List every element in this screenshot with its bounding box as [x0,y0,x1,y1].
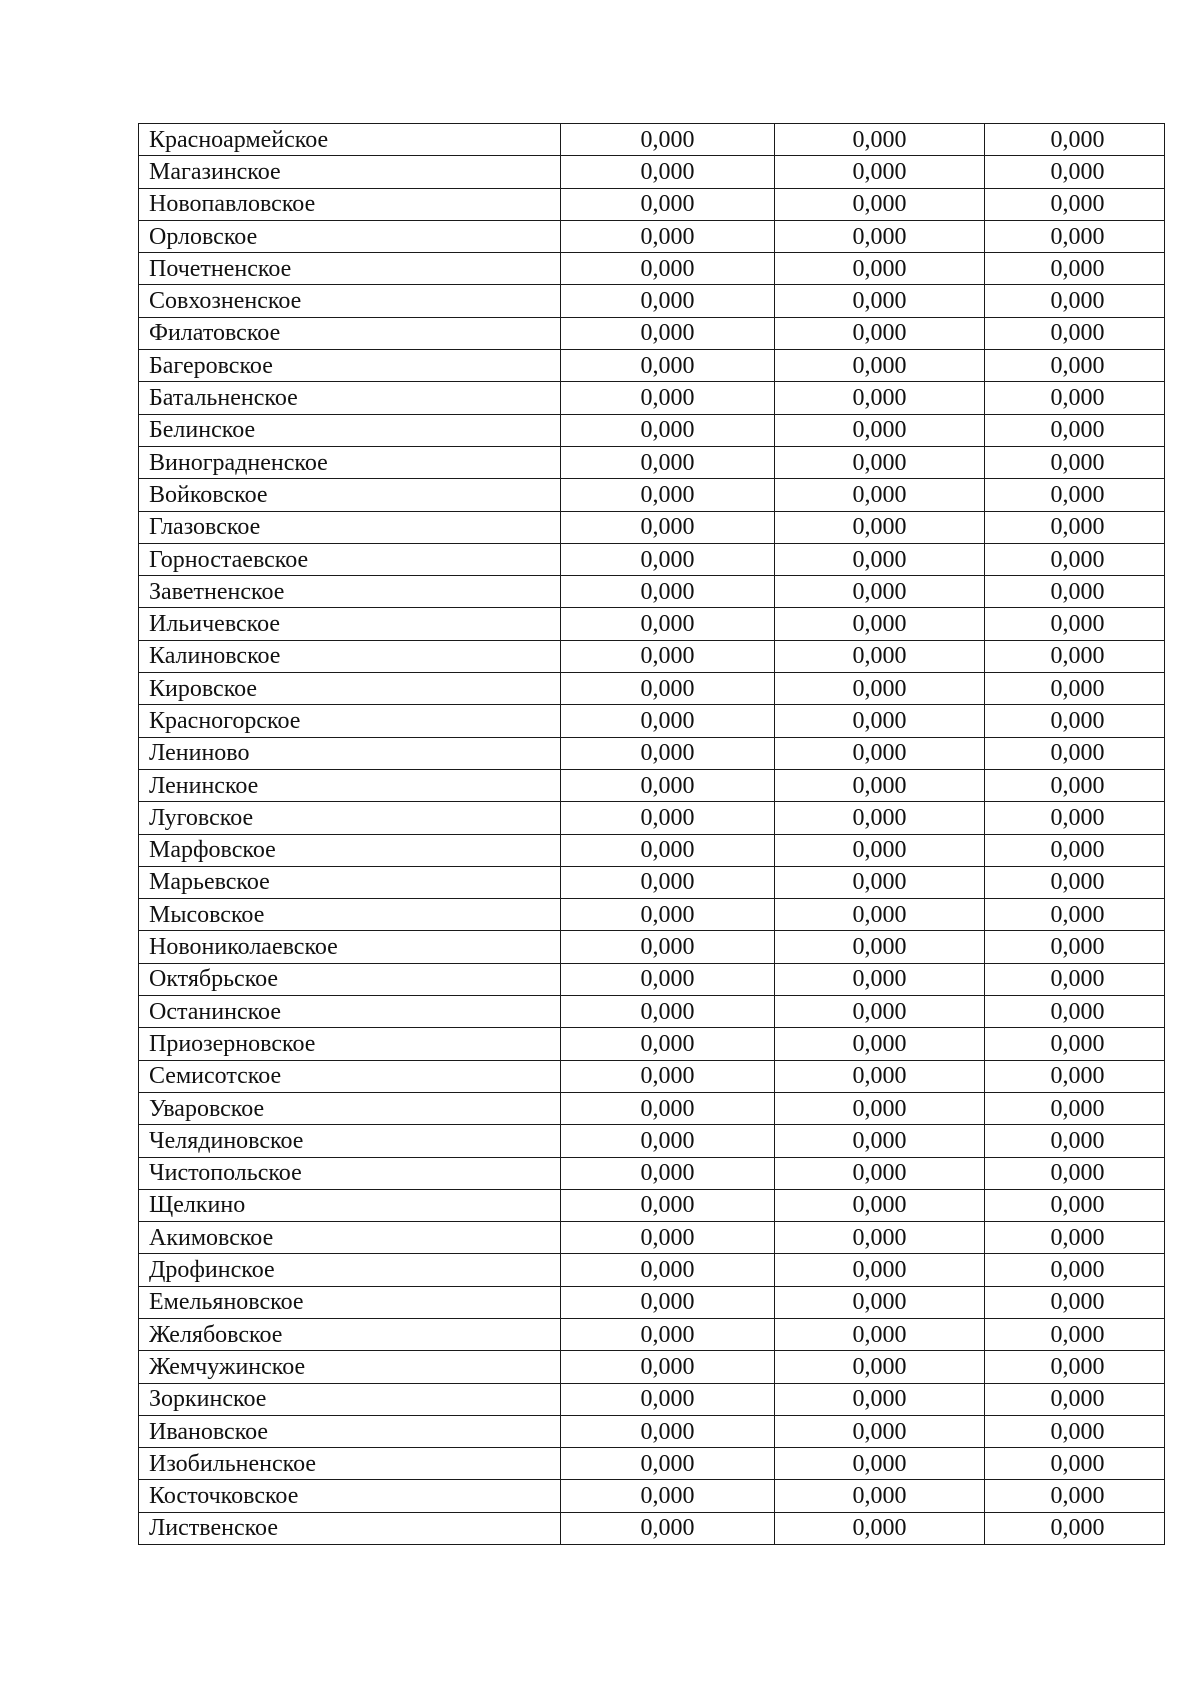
settlement-name-cell: Уваровское [139,1092,561,1124]
settlement-name-cell: Глазовское [139,511,561,543]
table-row [139,414,1165,446]
settlement-name-cell: Мысовское [139,899,561,931]
value-cell-2: 0,000 [775,1383,985,1415]
settlement-name-cell: Кировское [139,673,561,705]
value-cell-3: 0,000 [985,1222,1165,1254]
value-cell-1: 0,000 [561,866,775,898]
table-row [139,156,1165,188]
value-cell-3: 0,000 [985,543,1165,575]
value-cell-3: 0,000 [985,640,1165,672]
value-cell-1: 0,000 [561,608,775,640]
value-cell-2: 0,000 [775,1318,985,1350]
value-cell-3: 0,000 [985,414,1165,446]
settlement-name-cell: Марьевское [139,866,561,898]
settlement-name-cell: Красногорское [139,705,561,737]
value-cell-3: 0,000 [985,220,1165,252]
table-row [139,188,1165,220]
value-cell-3: 0,000 [985,1383,1165,1415]
table-row [139,576,1165,608]
settlement-name-cell: Почетненское [139,253,561,285]
table-row [139,769,1165,801]
value-cell-2: 0,000 [775,996,985,1028]
value-cell-2: 0,000 [775,220,985,252]
value-cell-3: 0,000 [985,996,1165,1028]
value-cell-3: 0,000 [985,1028,1165,1060]
value-cell-1: 0,000 [561,156,775,188]
table-row [139,285,1165,317]
settlement-name-cell: Октябрьское [139,963,561,995]
value-cell-1: 0,000 [561,576,775,608]
value-cell-1: 0,000 [561,737,775,769]
table-row [139,511,1165,543]
table-row [139,382,1165,414]
value-cell-3: 0,000 [985,1512,1165,1544]
value-cell-3: 0,000 [985,285,1165,317]
value-cell-1: 0,000 [561,931,775,963]
value-cell-2: 0,000 [775,285,985,317]
table-row [139,1189,1165,1221]
table-row [139,640,1165,672]
settlement-name-cell: Щелкино [139,1189,561,1221]
settlement-name-cell: Магазинское [139,156,561,188]
value-cell-3: 0,000 [985,673,1165,705]
value-cell-1: 0,000 [561,543,775,575]
value-cell-2: 0,000 [775,705,985,737]
value-cell-2: 0,000 [775,1448,985,1480]
settlement-name-cell: Дрофинское [139,1254,561,1286]
value-cell-1: 0,000 [561,1512,775,1544]
table-row [139,737,1165,769]
value-cell-3: 0,000 [985,1125,1165,1157]
value-cell-3: 0,000 [985,317,1165,349]
value-cell-3: 0,000 [985,802,1165,834]
value-cell-1: 0,000 [561,1415,775,1447]
value-cell-3: 0,000 [985,188,1165,220]
value-cell-1: 0,000 [561,1222,775,1254]
value-cell-3: 0,000 [985,446,1165,478]
table-row [139,1060,1165,1092]
settlement-name-cell: Батальненское [139,382,561,414]
value-cell-1: 0,000 [561,253,775,285]
value-cell-1: 0,000 [561,1092,775,1124]
settlement-name-cell: Совхозненское [139,285,561,317]
value-cell-2: 0,000 [775,963,985,995]
value-cell-2: 0,000 [775,1351,985,1383]
value-cell-2: 0,000 [775,1028,985,1060]
value-cell-2: 0,000 [775,511,985,543]
value-cell-3: 0,000 [985,866,1165,898]
value-cell-3: 0,000 [985,479,1165,511]
table-row [139,253,1165,285]
table-row [139,1222,1165,1254]
value-cell-3: 0,000 [985,963,1165,995]
value-cell-1: 0,000 [561,673,775,705]
table-row [139,1351,1165,1383]
value-cell-3: 0,000 [985,1286,1165,1318]
value-cell-1: 0,000 [561,705,775,737]
value-cell-1: 0,000 [561,802,775,834]
table-row [139,1415,1165,1447]
value-cell-2: 0,000 [775,124,985,156]
value-cell-2: 0,000 [775,1222,985,1254]
value-cell-3: 0,000 [985,350,1165,382]
value-cell-3: 0,000 [985,1060,1165,1092]
value-cell-2: 0,000 [775,737,985,769]
value-cell-1: 0,000 [561,769,775,801]
value-cell-2: 0,000 [775,834,985,866]
settlement-name-cell: Ленинское [139,769,561,801]
value-cell-1: 0,000 [561,640,775,672]
value-cell-1: 0,000 [561,1286,775,1318]
settlement-name-cell: Войковское [139,479,561,511]
value-cell-2: 0,000 [775,1286,985,1318]
value-cell-1: 0,000 [561,834,775,866]
value-cell-1: 0,000 [561,1351,775,1383]
settlement-name-cell: Горностаевское [139,543,561,575]
settlement-name-cell: Ильичевское [139,608,561,640]
settlement-name-cell: Косточковское [139,1480,561,1512]
value-cell-1: 0,000 [561,1383,775,1415]
value-cell-1: 0,000 [561,1480,775,1512]
value-cell-2: 0,000 [775,1415,985,1447]
value-cell-1: 0,000 [561,1125,775,1157]
value-cell-2: 0,000 [775,866,985,898]
value-cell-2: 0,000 [775,1189,985,1221]
settlement-name-cell: Луговское [139,802,561,834]
value-cell-2: 0,000 [775,1060,985,1092]
value-cell-2: 0,000 [775,1480,985,1512]
settlement-name-cell: Зоркинское [139,1383,561,1415]
value-cell-3: 0,000 [985,1480,1165,1512]
value-cell-3: 0,000 [985,253,1165,285]
value-cell-1: 0,000 [561,1157,775,1189]
value-cell-3: 0,000 [985,1254,1165,1286]
value-cell-1: 0,000 [561,996,775,1028]
settlement-name-cell: Емельяновское [139,1286,561,1318]
settlement-name-cell: Красноармейское [139,124,561,156]
value-cell-1: 0,000 [561,963,775,995]
table-row [139,446,1165,478]
settlement-name-cell: Орловское [139,220,561,252]
value-cell-1: 0,000 [561,188,775,220]
value-cell-2: 0,000 [775,479,985,511]
table-row [139,124,1165,156]
value-cell-2: 0,000 [775,156,985,188]
value-cell-1: 0,000 [561,414,775,446]
value-cell-1: 0,000 [561,479,775,511]
settlement-name-cell: Калиновское [139,640,561,672]
table-row [139,963,1165,995]
value-cell-3: 0,000 [985,1448,1165,1480]
table-row [139,1254,1165,1286]
value-cell-1: 0,000 [561,899,775,931]
value-cell-2: 0,000 [775,543,985,575]
value-cell-3: 0,000 [985,382,1165,414]
settlement-name-cell: Семисотское [139,1060,561,1092]
value-cell-3: 0,000 [985,899,1165,931]
value-cell-1: 0,000 [561,1318,775,1350]
settlement-name-cell: Заветненское [139,576,561,608]
value-cell-1: 0,000 [561,220,775,252]
table-row [139,1383,1165,1415]
table-row [139,673,1165,705]
value-cell-3: 0,000 [985,124,1165,156]
settlement-name-cell: Лиственское [139,1512,561,1544]
settlement-name-cell: Приозерновское [139,1028,561,1060]
settlements-table [138,123,1165,1545]
table-row [139,1448,1165,1480]
table-row [139,705,1165,737]
value-cell-3: 0,000 [985,1092,1165,1124]
value-cell-2: 0,000 [775,414,985,446]
table-row [139,802,1165,834]
value-cell-3: 0,000 [985,931,1165,963]
table-row [139,479,1165,511]
table-row [139,899,1165,931]
settlement-name-cell: Новониколаевское [139,931,561,963]
value-cell-2: 0,000 [775,1512,985,1544]
settlement-name-cell: Новопавловское [139,188,561,220]
value-cell-1: 0,000 [561,124,775,156]
table-row [139,834,1165,866]
settlement-name-cell: Чистопольское [139,1157,561,1189]
value-cell-2: 0,000 [775,608,985,640]
value-cell-2: 0,000 [775,1254,985,1286]
value-cell-3: 0,000 [985,1318,1165,1350]
value-cell-1: 0,000 [561,1028,775,1060]
value-cell-3: 0,000 [985,156,1165,188]
settlement-name-cell: Виноградненское [139,446,561,478]
table-row [139,317,1165,349]
table-row [139,543,1165,575]
settlement-name-cell: Останинское [139,996,561,1028]
table-row [139,996,1165,1028]
table-body [139,124,1165,1545]
value-cell-2: 0,000 [775,446,985,478]
table-row [139,220,1165,252]
value-cell-2: 0,000 [775,673,985,705]
settlement-name-cell: Белинское [139,414,561,446]
value-cell-2: 0,000 [775,640,985,672]
settlement-name-cell: Изобильненское [139,1448,561,1480]
settlement-name-cell: Желябовское [139,1318,561,1350]
value-cell-2: 0,000 [775,931,985,963]
value-cell-2: 0,000 [775,317,985,349]
value-cell-1: 0,000 [561,1060,775,1092]
value-cell-1: 0,000 [561,382,775,414]
value-cell-3: 0,000 [985,769,1165,801]
table-row [139,1512,1165,1544]
settlement-name-cell: Ивановское [139,1415,561,1447]
value-cell-1: 0,000 [561,1189,775,1221]
value-cell-3: 0,000 [985,1189,1165,1221]
value-cell-3: 0,000 [985,705,1165,737]
settlement-name-cell: Филатовское [139,317,561,349]
table-row [139,866,1165,898]
value-cell-3: 0,000 [985,1415,1165,1447]
value-cell-3: 0,000 [985,737,1165,769]
value-cell-2: 0,000 [775,253,985,285]
table-row [139,608,1165,640]
settlement-name-cell: Челядиновское [139,1125,561,1157]
value-cell-1: 0,000 [561,317,775,349]
table-row [139,931,1165,963]
table-row [139,1125,1165,1157]
value-cell-1: 0,000 [561,1448,775,1480]
table-row [139,350,1165,382]
value-cell-3: 0,000 [985,576,1165,608]
table-row [139,1318,1165,1350]
settlement-name-cell: Жемчужинское [139,1351,561,1383]
table-row [139,1286,1165,1318]
value-cell-2: 0,000 [775,769,985,801]
value-cell-2: 0,000 [775,350,985,382]
table-row [139,1480,1165,1512]
value-cell-2: 0,000 [775,802,985,834]
value-cell-2: 0,000 [775,188,985,220]
value-cell-2: 0,000 [775,1092,985,1124]
value-cell-2: 0,000 [775,576,985,608]
value-cell-1: 0,000 [561,285,775,317]
table-row [139,1157,1165,1189]
settlement-name-cell: Акимовское [139,1222,561,1254]
value-cell-2: 0,000 [775,1125,985,1157]
value-cell-1: 0,000 [561,446,775,478]
value-cell-1: 0,000 [561,1254,775,1286]
value-cell-2: 0,000 [775,382,985,414]
value-cell-1: 0,000 [561,511,775,543]
table-row [139,1092,1165,1124]
value-cell-3: 0,000 [985,511,1165,543]
settlement-name-cell: Лениново [139,737,561,769]
value-cell-3: 0,000 [985,834,1165,866]
value-cell-1: 0,000 [561,350,775,382]
value-cell-3: 0,000 [985,608,1165,640]
value-cell-2: 0,000 [775,1157,985,1189]
settlement-name-cell: Багеровское [139,350,561,382]
value-cell-3: 0,000 [985,1351,1165,1383]
settlement-name-cell: Марфовское [139,834,561,866]
value-cell-2: 0,000 [775,899,985,931]
table-row [139,1028,1165,1060]
value-cell-3: 0,000 [985,1157,1165,1189]
